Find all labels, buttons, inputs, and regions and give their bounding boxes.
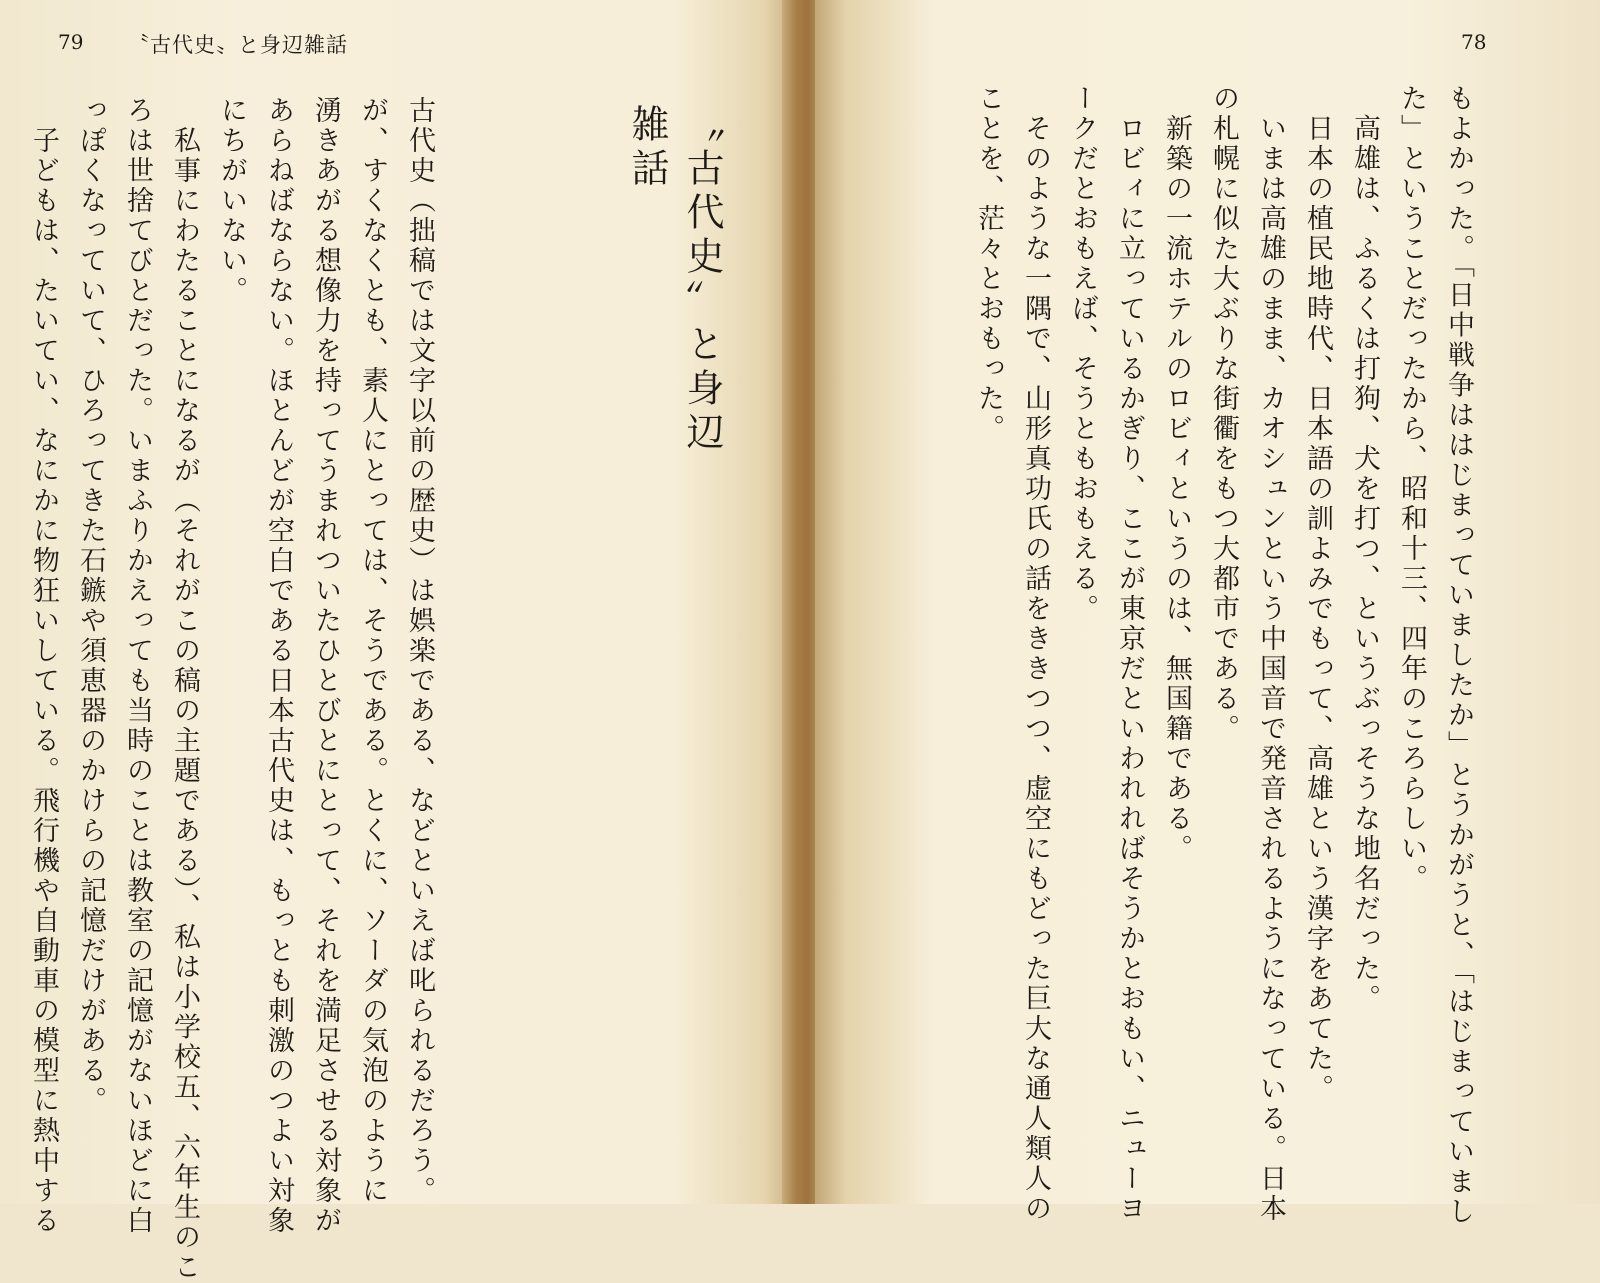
right-line: ロビィに立っているかぎり、ここが東京だといわれればそうかとおもい、ニューヨ [1114,84,1145,1224]
left-page [0,0,795,1283]
left-line: 私事にわたることになるが（それがこの稿の主題である）、私は小学校五、六年生のこ [169,96,200,1283]
right-line: そのような一隅で、山形真功氏の話をききつつ、虚空にもどった巨大な通人類人の [1020,84,1051,1224]
left-line: あらねばならない。ほとんどが空白である日本古代史は、もっとも刺激のつよい対象 [263,96,294,1236]
left-body-text [20,96,443,1283]
left-page-number: 79 [58,30,84,54]
left-line: 湧きあがる想像力を持ってうまれついたひとびとにとって、それを満足させる対象が [310,96,341,1236]
left-line: にちがいない。 [216,96,247,306]
left-line: が、すくなくとも、素人にとっては、そうである。とくに、ソーダの気泡のように [357,96,388,1206]
right-line: もよかった。「日中戦争ははじまっていましたか」とうかがうと、「はじまっていまし [1443,84,1474,1227]
chapter-title: 〝古代史〟と身辺雑話 [625,104,724,456]
left-line: ろは世捨てびとだった。いまふりかえっても当時のことは教室の記憶がないほどに白 [122,96,153,1236]
right-line: いまは高雄のまま、カオシュンという中国音で発音されるようになっている。日本 [1255,84,1286,1224]
right-line: 高雄は、ふるくは打狗、犬を打つ、というぶっそうな地名だった。 [1349,84,1380,1014]
left-running-header: 〝古代史〟と身辺雑話 [128,33,348,57]
right-line: 新築の一流ホテルのロビィというのは、無国籍である。 [1161,84,1192,864]
right-page [815,0,1600,1227]
right-page-number: 78 [1461,30,1487,54]
right-line: 日本の植民地時代、日本語の訓よみでもって、高雄という漢字をあてた。 [1302,84,1333,1104]
right-line: の札幌に似た大ぶりな街衢をもつ大都市である。 [1208,84,1239,744]
right-line: ことを、茫々とおもった。 [973,84,1004,444]
right-body-text [965,84,1482,1227]
left-line: 子どもは、たいてい、なにかに物狂いしている。飛行機や自動車の模型に熱中する [28,96,59,1236]
right-line: た」ということだったから、昭和十三、四年のころらしい。 [1396,84,1427,894]
right-line: ークだとおもえば、そうともおもえる。 [1067,84,1098,624]
left-line: 古代史（拙稿では文字以前の歴史）は娯楽である、などといえば叱られるだろう。 [404,96,435,1206]
left-line: っぽくなっていて、ひろってきた石鏃や須恵器のかけらの記憶だけがある。 [75,96,106,1116]
